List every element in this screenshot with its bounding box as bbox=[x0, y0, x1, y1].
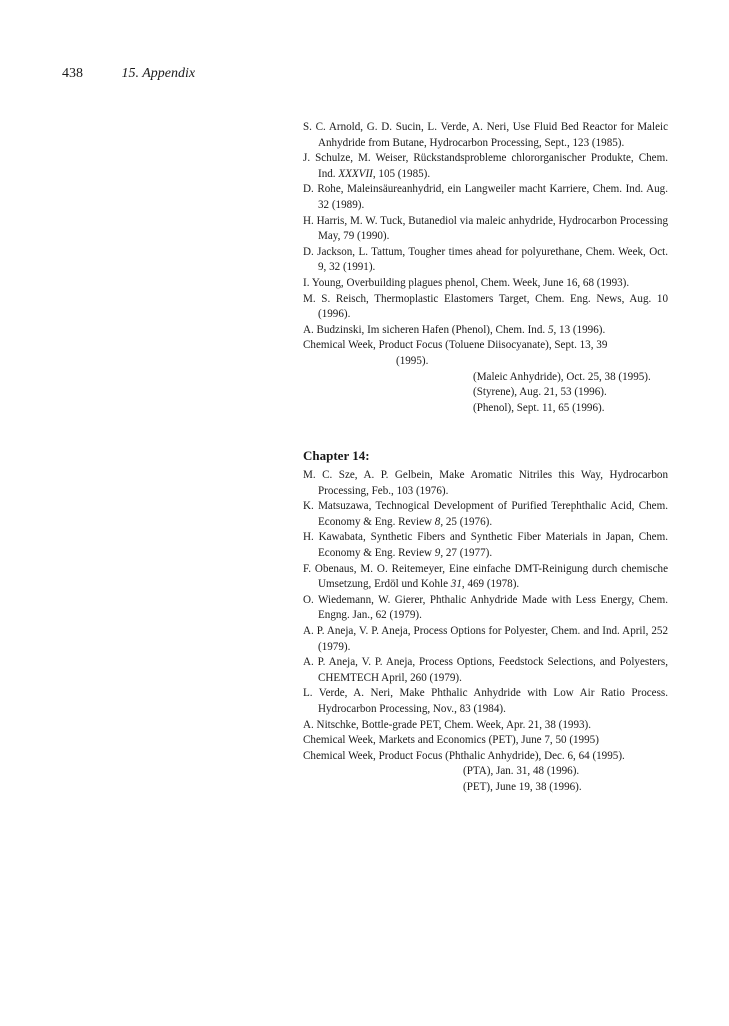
reference-entry: I. Young, Overbuilding plagues phenol, Chem. Week, June 16, 68 (1993). bbox=[303, 276, 630, 289]
reference-entry: H. Harris, M. W. Tuck, Butanediol via maleic anhydride, Hydrocarbon Processing May, 79 (1990). bbox=[303, 214, 668, 243]
reference-entry: M. S. Reisch, Thermoplastic Elastomers Target, Chem. Eng. News, Aug. 10 (1996). bbox=[303, 292, 668, 321]
reference-continuation: (Maleic Anhydride), Oct. 25, 38 (1995). bbox=[473, 370, 651, 383]
running-title: 15. Appendix bbox=[121, 66, 196, 81]
reference-entry: A. Nitschke, Bottle-grade PET, Chem. Week, Apr. 21, 38 (1993). bbox=[303, 718, 592, 731]
chapter-heading: Chapter 14: bbox=[303, 448, 370, 463]
reference-entry: Chemical Week, Product Focus (Toluene Diisocyanate), Sept. 13, 39 bbox=[303, 339, 608, 352]
reference-entry: M. C. Sze, A. P. Gelbein, Make Aromatic Nitriles this Way, Hydrocarbon Processing, Feb., 103 (1976). bbox=[303, 469, 668, 497]
reference-continuation: (Styrene), Aug. 21, 53 (1996). bbox=[473, 386, 607, 399]
reference-list-chapter-14 bbox=[303, 468, 668, 795]
reference-entry: D. Jackson, L. Tattum, Tougher times ahead for polyurethane, Chem. Week, Oct. 9, 32 (1991). bbox=[303, 245, 668, 274]
page-number: 438 bbox=[62, 66, 83, 81]
reference-continuation: (Phenol), Sept. 11, 65 (1996). bbox=[473, 401, 605, 414]
reference-entry: O. Wiedemann, W. Gierer, Phthalic Anhydride Made with Less Energy, Chem. Engng. Jan., 62 (1979). bbox=[303, 593, 668, 622]
reference-entry: H. Kawabata, Synthetic Fibers and Synthetic Fiber Materials in Japan, Chem. Economy & Eng. Review 9, 27 (1977). bbox=[303, 531, 668, 559]
reference-continuation: (1995). bbox=[396, 354, 429, 367]
reference-entry: Chemical Week, Product Focus (Phthalic Anhydride), Dec. 6, 64 (1995). bbox=[303, 749, 625, 762]
reference-entry: S. C. Arnold, G. D. Sucin, L. Verde, A. Neri, Use Fluid Bed Reactor for Maleic Anhydride from Butane, Hydrocarbon Processing, Sept., 123 (1985). bbox=[303, 121, 668, 149]
reference-list-chapter-13 bbox=[303, 120, 668, 416]
reference-entry: D. Rohe, Maleinsäureanhydrid, ein Langweiler macht Karriere, Chem. Ind. Aug. 32 (1989). bbox=[303, 183, 668, 211]
reference-continuation: (PTA), Jan. 31, 48 (1996). bbox=[463, 765, 580, 778]
reference-entry: J. Schulze, M. Weiser, Rückstandsprobleme chlororganischer Produkte, Chem. Ind. XXXVII, 105 (1985). bbox=[303, 152, 668, 180]
reference-continuation: (PET), June 19, 38 (1996). bbox=[463, 780, 582, 793]
reference-entry: F. Obenaus, M. O. Reitemeyer, Eine einfache DMT-Reinigung durch chemische Umsetzung, Erdöl und Kohle 31, 469 (1978). bbox=[303, 562, 668, 591]
reference-entry: A. Budzinski, Im sicheren Hafen (Phenol), Chem. Ind. 5, 13 (1996). bbox=[303, 323, 606, 336]
reference-entry: A. P. Aneja, V. P. Aneja, Process Options for Polyester, Chem. and Ind. April, 252 (1979). bbox=[303, 624, 668, 653]
reference-entry: K. Matsuzawa, Technogical Development of Purified Terephthalic Acid, Chem. Economy & Eng. Review 8, 25 (1976). bbox=[303, 500, 668, 528]
reference-entry: A. P. Aneja, V. P. Aneja, Process Options, Feedstock Selections, and Polyesters, CHEMTECH April, 260 (1979). bbox=[303, 656, 668, 684]
reference-entry: L. Verde, A. Neri, Make Phthalic Anhydride with Low Air Ratio Process. Hydrocarbon Processing, Nov., 83 (1984). bbox=[303, 687, 668, 715]
running-head bbox=[62, 66, 195, 82]
reference-entry: Chemical Week, Markets and Economics (PET), June 7, 50 (1995) bbox=[303, 734, 599, 747]
